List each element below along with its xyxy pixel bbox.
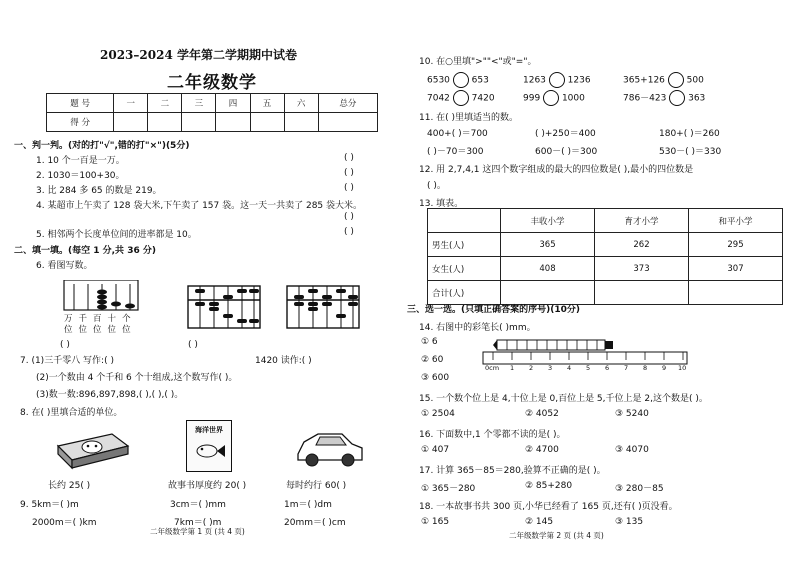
num: 1263 [523, 75, 546, 86]
ruler-label: 8 [643, 364, 648, 372]
q10-row2-b [523, 90, 585, 106]
q10-row1-a [427, 72, 489, 88]
score-cell[interactable] [318, 113, 377, 132]
q18-opt-1[interactable]: ① 165 [421, 517, 450, 527]
table-cell: 295 [689, 233, 783, 257]
table-row-label: 合计(人) [428, 281, 501, 305]
q8-caption-3[interactable]: 每时约行 60( ) [286, 481, 347, 491]
q16: 16. 下面数中,1 个零都不读的是( )。 [419, 430, 566, 440]
num: 999 [523, 93, 541, 104]
q8-caption-2[interactable]: 故事书厚度约 20( ) [168, 481, 247, 491]
book-title: 海洋世界 [195, 426, 223, 434]
q10-heading: 10. 在○里填">""<"或"="。 [419, 57, 537, 67]
page-footer-2: 二年级数学第 2 页 (共 4 页) [509, 531, 604, 540]
ruler-label: 3 [548, 364, 553, 372]
score-header-cell: 二 [148, 94, 182, 113]
ruler-labels [479, 364, 691, 374]
q9-a[interactable]: 9. 5km＝( )m [20, 500, 79, 510]
table-answer-cell[interactable] [501, 281, 595, 305]
ruler-label: 9 [662, 364, 667, 372]
score-header-cell: 五 [250, 94, 284, 113]
q11-r2-b[interactable]: 600－( )＝300 [535, 147, 598, 157]
table-cell: 373 [595, 257, 689, 281]
q14-opt-2[interactable]: ② 60 [421, 355, 444, 365]
num: 500 [686, 75, 704, 86]
compare-circle[interactable] [669, 90, 685, 106]
ruler-label: 10 [678, 364, 687, 372]
q17-opt-3[interactable]: ③ 280－85 [615, 484, 664, 494]
q14: 14. 右图中的彩笔长( )mm。 [419, 323, 536, 333]
score-header-cell: 一 [114, 94, 148, 113]
score-cell[interactable] [250, 113, 284, 132]
abacus-unit: 位 [107, 325, 123, 335]
q9-b[interactable]: 3cm＝( )mm [170, 500, 226, 510]
score-table [46, 93, 378, 132]
answer-paren[interactable]: ( ) [344, 168, 354, 178]
answer-paren[interactable]: ( ) [344, 183, 354, 193]
q6-blank-3[interactable]: 1420 读作:( ) [255, 356, 312, 366]
ruler-label: 4 [567, 364, 572, 372]
q10-row2-a [427, 90, 495, 106]
q14-opt-1[interactable]: ① 6 [421, 337, 438, 347]
q11-r1-b[interactable]: ( )+250＝400 [535, 129, 596, 139]
q6-blank-2[interactable]: ( ) [188, 340, 198, 350]
fish-icon [189, 435, 229, 465]
q6-blank-1[interactable]: ( ) [60, 340, 70, 350]
ruler-label: 2 [529, 364, 534, 372]
q1: 1. 10 个一百是一万。 [36, 156, 125, 166]
q7-part3: (3)数一数:896,897,898,( ),( ),( )。 [36, 390, 184, 400]
q13-heading: 13. 填表。 [419, 199, 464, 209]
table-header-cell: 育才小学 [595, 209, 689, 233]
q2: 2. 1030＝100+30。 [36, 171, 125, 181]
score-header-cell: 四 [216, 94, 250, 113]
q16-opt-1[interactable]: ① 407 [421, 445, 450, 455]
q3: 3. 比 284 多 65 的数是 219。 [36, 186, 162, 196]
ruler-label: 6 [605, 364, 610, 372]
abacus-label: 千 [78, 314, 94, 324]
score-row-label: 得 分 [47, 113, 114, 132]
num: 786－423 [623, 93, 667, 104]
answer-paren[interactable]: ( ) [344, 212, 354, 222]
num: 1000 [561, 93, 585, 104]
score-header-cell: 六 [284, 94, 318, 113]
section2-heading: 二、填一填。(每空 1 分,共 36 分) [14, 246, 156, 256]
table-cell: 365 [501, 233, 595, 257]
table-cell: 408 [501, 257, 595, 281]
abacus-label: 百 [93, 314, 108, 324]
ruler-label: 0cm [485, 364, 500, 372]
q4: 4. 某超市上午卖了 128 袋大米,下午卖了 157 袋。这一天一共卖了 285 袋大米。 [36, 201, 363, 211]
table-answer-cell[interactable] [595, 281, 689, 305]
score-cell[interactable] [148, 113, 182, 132]
q9-d[interactable]: 2000m＝( )km [32, 518, 97, 528]
q6: 6. 看图写数。 [36, 261, 93, 271]
q10-row2-c [623, 90, 705, 106]
story-book-picture [186, 420, 232, 472]
q16-opt-3[interactable]: ③ 4070 [615, 445, 649, 455]
num: 7042 [427, 93, 450, 104]
table-header-cell: 丰收小学 [501, 209, 595, 233]
abacus-unit: 位 [64, 325, 79, 335]
q17-opt-2[interactable]: ② 85+280 [525, 481, 573, 491]
ruler-label: 5 [586, 364, 591, 372]
q17: 17. 计算 365－85＝280,验算不正确的是( )。 [419, 466, 606, 476]
score-header-cell: 三 [182, 94, 216, 113]
num: 365+126 [623, 75, 665, 86]
score-cell[interactable] [114, 113, 148, 132]
abacus-label: 万 [64, 314, 79, 324]
pencil-case-picture [52, 428, 132, 472]
table-header-cell [428, 209, 501, 233]
q15-opt-1[interactable]: ① 2504 [421, 409, 455, 419]
abacus-unit: 位 [93, 325, 108, 335]
compare-circle[interactable] [453, 90, 469, 106]
abacus-label: 十 [107, 314, 123, 324]
abacus-unit-labels [64, 323, 137, 335]
q11-r1-a[interactable]: 400+( )＝700 [427, 129, 488, 139]
q14-opt-3[interactable]: ③ 600 [421, 373, 450, 383]
q9-c[interactable]: 1m＝( )dm [284, 500, 332, 510]
q8-caption-1[interactable]: 长约 25( ) [48, 481, 91, 491]
num: 6530 [427, 75, 450, 86]
q7-part2: (2)一个数由 4 个千和 6 个十组成,这个数写作( )。 [36, 373, 238, 383]
abacus-unit: 位 [78, 325, 94, 335]
q11-heading: 11. 在( )里填适当的数。 [419, 113, 519, 123]
right-page [397, 0, 794, 561]
q15: 15. 一个数个位上是 4,十位上是 0,百位上是 5,千位上是 2,这个数是( )。 [419, 394, 708, 404]
compare-circle[interactable] [453, 72, 469, 88]
q10-row1-c [623, 72, 704, 88]
q16-opt-2[interactable]: ② 4700 [525, 445, 559, 455]
abacus-label: 个 [122, 314, 137, 324]
q11-r2-a[interactable]: ( )－70＝300 [427, 147, 484, 157]
q9-e[interactable]: 7km＝( )m [174, 518, 222, 528]
section3-heading: 三、选一选。(只填正确答案的序号)(10分) [407, 305, 580, 315]
abacus-unit: 位 [122, 325, 137, 335]
q18: 18. 一本故事书共 300 页,小华已经看了 165 页,还有( )页没看。 [419, 502, 678, 512]
table-header-cell: 和平小学 [689, 209, 783, 233]
table-answer-cell[interactable] [689, 281, 783, 305]
compare-circle[interactable] [549, 72, 565, 88]
q13-table [427, 208, 783, 305]
score-cell[interactable] [284, 113, 318, 132]
answer-paren[interactable]: ( ) [344, 227, 354, 237]
score-cell[interactable] [216, 113, 250, 132]
num: 7420 [471, 93, 495, 104]
table-row-label: 女生(人) [428, 257, 501, 281]
section1-heading: 一、判一判。(对的打"√",错的打"×")(5分) [14, 141, 190, 151]
q12-line2[interactable]: ( )。 [427, 181, 446, 191]
q18-opt-3[interactable]: ③ 135 [615, 517, 644, 527]
q15-opt-2[interactable]: ② 4052 [525, 409, 559, 419]
score-header-cell: 总分 [318, 94, 377, 113]
num: 653 [471, 75, 489, 86]
abacus-picture-2 [186, 284, 264, 334]
q9-f[interactable]: 20mm＝( )cm [284, 518, 346, 528]
table-cell: 307 [689, 257, 783, 281]
ruler-label: 1 [510, 364, 515, 372]
q10-row1-b [523, 72, 591, 88]
table-cell: 262 [595, 233, 689, 257]
q7-part1: 7. (1)三千零八 写作:( ) [20, 356, 114, 366]
q8: 8. 在( )里填合适的单位。 [20, 408, 123, 418]
ruler-label: 7 [624, 364, 629, 372]
q5: 5. 相邻两个长度单位间的进率都是 10。 [36, 230, 197, 240]
q17-opt-1[interactable]: ① 365－280 [421, 484, 476, 494]
abacus-picture-3 [285, 284, 363, 334]
score-header-cell: 题 号 [47, 94, 114, 113]
num: 363 [688, 93, 706, 104]
exam-title: 2023–2024 学年第二学期期中试卷 [100, 48, 297, 62]
page-footer-1: 二年级数学第 1 页 (共 4 页) [150, 527, 245, 536]
score-cell[interactable] [182, 113, 216, 132]
answer-paren[interactable]: ( ) [344, 153, 354, 163]
compare-circle[interactable] [543, 90, 559, 106]
table-row-label: 男生(人) [428, 233, 501, 257]
compare-circle[interactable] [668, 72, 684, 88]
q12-line1: 12. 用 2,7,4,1 这四个数字组成的最大的四位数是( ),最小的四位数是 [419, 165, 694, 175]
subject-title: 二年级数学 [167, 73, 257, 93]
q18-opt-2[interactable]: ② 145 [525, 517, 554, 527]
q11-r2-c[interactable]: 530－( )＝330 [659, 147, 722, 157]
q15-opt-3[interactable]: ③ 5240 [615, 409, 649, 419]
car-picture [292, 428, 368, 470]
q11-r1-c[interactable]: 180+( )＝260 [659, 129, 720, 139]
num: 1236 [567, 75, 591, 86]
